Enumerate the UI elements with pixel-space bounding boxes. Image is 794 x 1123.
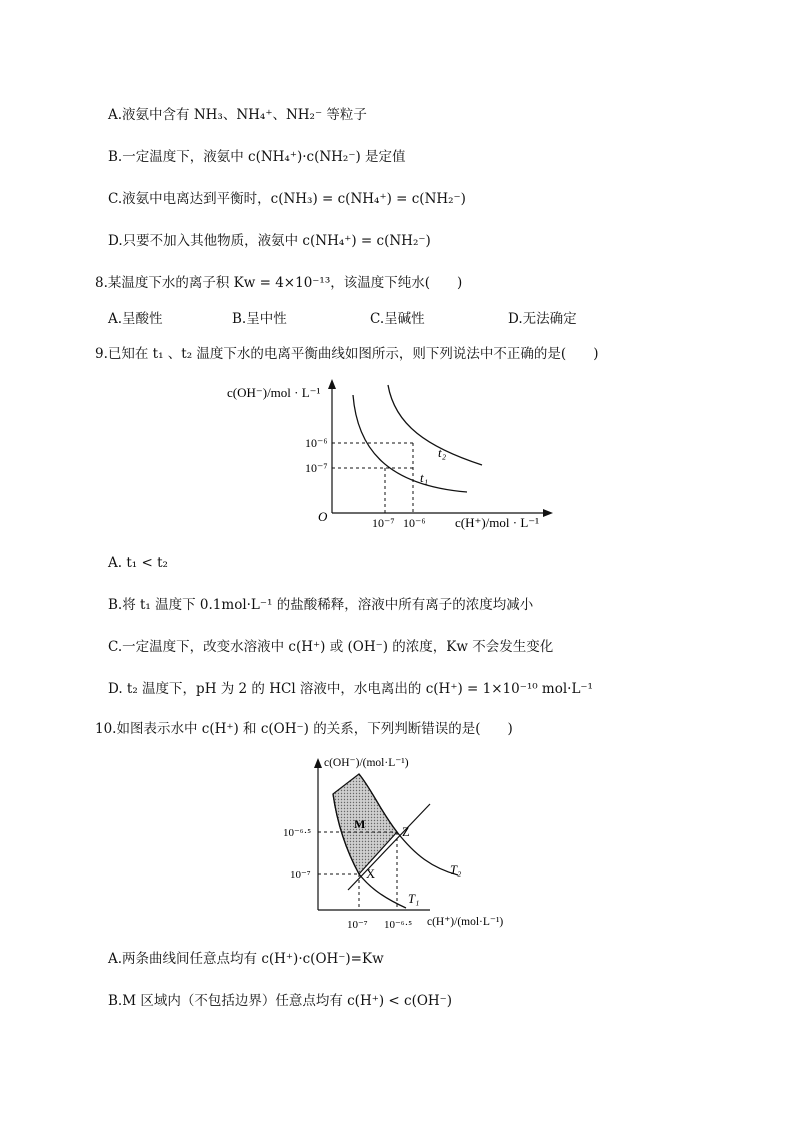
q9-y-tick-1e-6: 10⁻⁶ [305,436,328,450]
q8-option-d: D.无法确定 [508,311,577,327]
q9-y-arrow [328,379,336,389]
q9-x-tick-1e-6: 10⁻⁶ [403,516,426,530]
q10-x-tick-1e-7: 10⁻⁷ [347,919,368,931]
q9-curve-t2 [388,385,482,465]
q10-stem: 10.如图表示水中 c(H⁺) 和 c(OH⁻) 的关系，下列判断错误的是( ) [95,721,513,737]
q10-y-label: c(OH⁻)/(mol·L⁻¹) [324,757,409,769]
q10-option-b: B.M 区域内（不包括边界）任意点均有 c(H⁺) < c(OH⁻) [108,993,453,1009]
q10-y-tick-1e-7: 10⁻⁷ [290,869,311,881]
q9-origin: O [318,509,328,524]
q9-y-label: c(OH⁻)/mol · L⁻¹ [227,385,321,400]
q10-label-t2: T₂ [450,863,462,877]
q10-label-t1: T₁ [408,892,420,906]
q10-label-x: X [366,867,376,881]
q10-y-arrow [314,758,322,768]
q7-option-a: A.液氨中含有 NH₃、NH₄⁺、NH₂⁻ 等粒子 [108,107,367,123]
q8-option-a: A.呈酸性 [108,311,163,327]
q10-label-z: Z [402,825,410,839]
q9-option-d: D. t₂ 温度下，pH 为 2 的 HCl 溶液中，水电离出的 c(H⁺) = 1×10⁻¹⁰ mol·L⁻¹ [108,681,593,697]
q8-option-c: C.呈碱性 [370,311,425,327]
q10-x-label: c(H⁺)/(mol·L⁻¹) [427,916,504,928]
q9-option-c: C.一定温度下，改变水溶液中 c(H⁺) 或 (OH⁻) 的浓度，Kw 不会发生变化 [108,639,554,655]
q9-option-a: A. t₁ < t₂ [108,555,168,571]
q7-option-d: D.只要不加入其他物质，液氨中 c(NH₄⁺) = c(NH₂⁻) [108,233,431,249]
q9-x-label: c(H⁺)/mol · L⁻¹ [455,515,540,530]
q7-option-c: C.液氨中电离达到平衡时，c(NH₃) = c(NH₄⁺) = c(NH₂⁻) [108,191,466,207]
q10-label-m: M [354,817,366,831]
q9-figure [215,375,560,535]
q10-figure [280,750,525,935]
q9-option-b: B.将 t₁ 温度下 0.1mol·L⁻¹ 的盐酸稀释，溶液中所有离子的浓度均减小 [108,597,534,613]
q9-stem: 9.已知在 t₁ 、t₂ 温度下水的电离平衡曲线如图所示，则下列说法中不正确的是( ) [95,346,599,362]
q9-x-tick-1e-7: 10⁻⁷ [372,516,395,530]
q9-y-tick-1e-7: 10⁻⁷ [305,461,328,475]
q9-label-t2: t₂ [438,445,447,460]
q9-label-t1: t₁ [420,470,429,485]
q7-option-b: B.一定温度下，液氨中 c(NH₄⁺)·c(NH₂⁻) 是定值 [108,149,406,165]
q10-option-a: A.两条曲线间任意点均有 c(H⁺)·c(OH⁻)=Kw [108,951,384,967]
q10-y-tick-1e-6.5: 10⁻⁶·⁵ [283,827,312,839]
q9-x-arrow [543,509,553,517]
q10-x-tick-1e-6.5: 10⁻⁶·⁵ [384,919,413,931]
q8-stem: 8.某温度下水的离子积 Kw = 4×10⁻¹³，该温度下纯水( ) [95,275,463,291]
q8-option-b: B.呈中性 [232,311,287,327]
